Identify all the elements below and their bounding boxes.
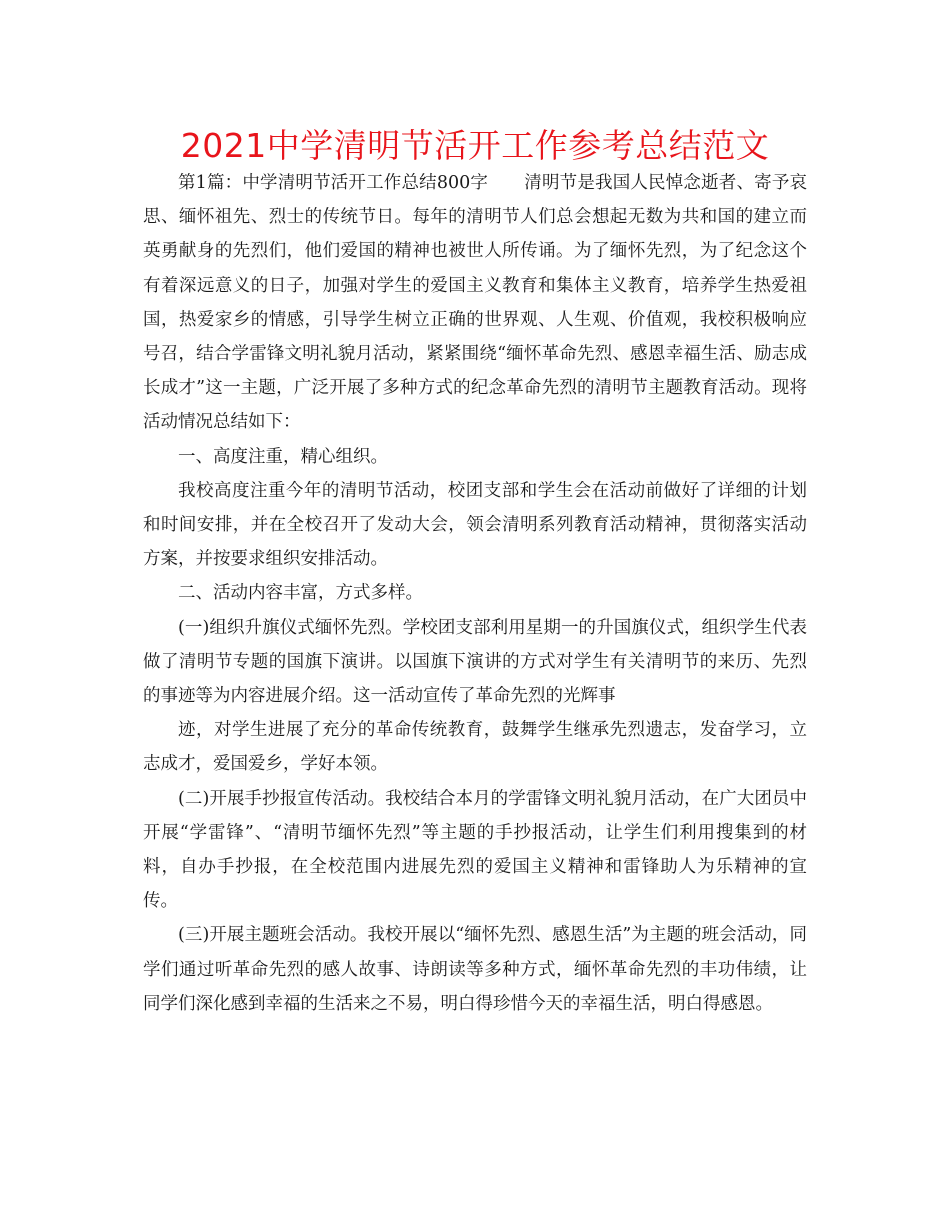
paragraph-text: 清明节是我国人民悼念逝者、寄予哀思、缅怀祖先、烈士的传统节日。每年的清明节人们总会想起无数为共和国的建立而英勇献身的先烈们，他们爱国的精神也被世人所传诵。为了缅怀先烈，为了纪念这个有着深远意义的日子，加强对学生的爱国主义教育和集体主义教育，培养学生热爱祖国，热爱家乡的情感，引导学生树立正确的世界观、人生观、价值观，我校积极响应号召，结合学雷锋文明礼貌月活动，紧紧围绕“缅怀革命先烈、感恩幸福生活、励志成长成才”这一主题，广泛开展了多种方式的纪念革命先烈的清明节主题教育活动。现将活动情况总结如下： [143, 173, 807, 433]
paragraph: (二)开展手抄报宣传活动。我校结合本月的学雷锋文明礼貌月活动，在广大团员中开展“学雷锋”、“清明节缅怀先烈”等主题的手抄报活动，让学生们利用搜集到的材料，自办手抄报，在全校范围内进展先烈的爱国主义精神和雷锋助人为乐精神的宣传。 [143, 788, 807, 912]
paragraph-intro [143, 166, 807, 440]
paragraph: (三)开展主题班会活动。我校开展以“缅怀先烈、感恩生活”为主题的班会活动，同学们通过听革命先烈的感人故事、诗朗读等多种方式，缅怀革命先烈的丰功伟绩，让同学们深化感到幸福的生活来之不易，明白得珍惜今天的幸福生活，明白得感恩。 [143, 925, 807, 1014]
paragraph: 我校高度注重今年的清明节活动，校团支部和学生会在活动前做好了详细的计划和时间安排，并在全校召开了发动大会，领会清明系列教育活动精神，贯彻落实活动方案，并按要求组织安排活动。 [143, 480, 807, 570]
paragraph-heading: 第1篇：中学清明节活开工作总结800字 [178, 173, 489, 193]
paragraph: (一)组织升旗仪式缅怀先烈。学校团支部利用星期一的升国旗仪式，组织学生代表做了清明节专题的国旗下演讲。以国旗下演讲的方式对学生有关清明节的来历、先烈的事迹等为内容进展介绍。这一活动宣传了革命先烈的光辉事 [143, 617, 807, 707]
section-heading-1: 一、高度注重，精心组织。 [178, 446, 388, 467]
paragraph: 迹，对学生进展了充分的革命传统教育，鼓舞学生继承先烈遗志，发奋学习，立志成才，爱国爱乡，学好本领。 [143, 720, 807, 775]
document-body [143, 166, 807, 1021]
section-heading-2: 二、活动内容丰富，方式多样。 [178, 583, 423, 604]
document-title: 2021中学清明节活开工作参考总结范文 [180, 126, 770, 165]
